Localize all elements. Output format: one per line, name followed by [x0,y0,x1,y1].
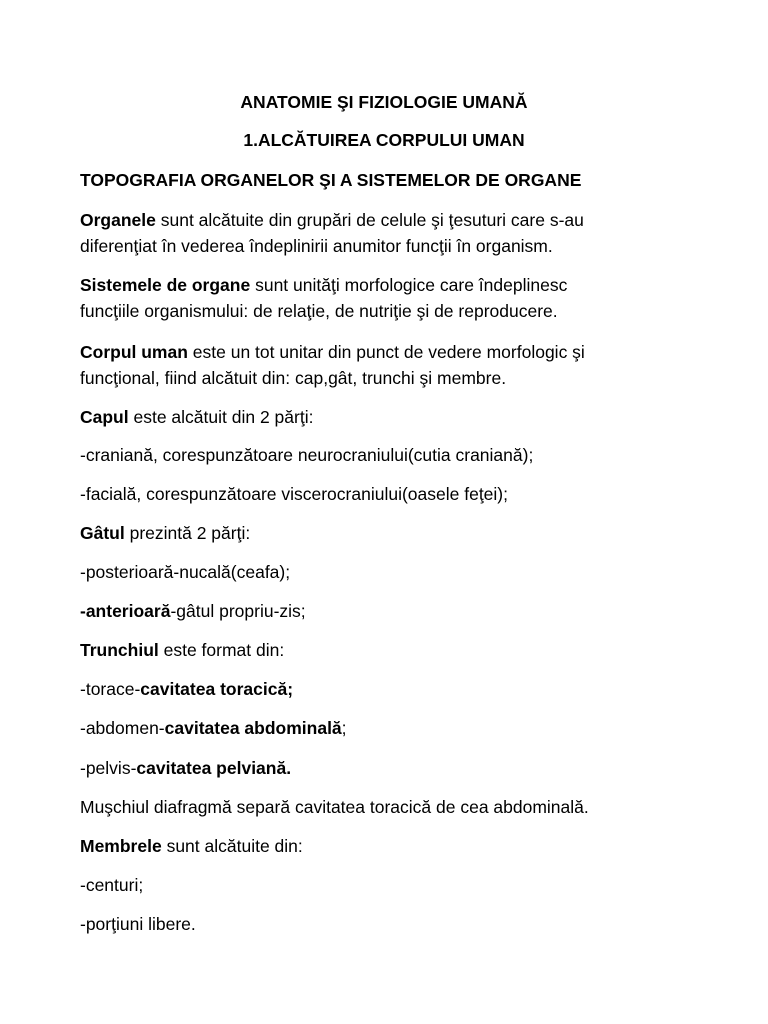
list-item-craniana: -craniană, corespunzătoare neurocraniului(cutia craniană); [80,445,534,465]
list-item-faciala: -facială, corespunzătoare viscerocraniului(oasele feţei); [80,484,508,504]
list-item-abdomen [80,715,347,741]
term-organele: Organele [80,210,156,230]
text-span: -abdomen- [80,718,165,738]
term-cavitatea-toracica: cavitatea toracică; [140,679,294,699]
paragraph-corpul-line1 [80,339,585,365]
paragraph-organele-line2: diferenţiat în vederea îndeplinirii anumitor funcţii în organism. [80,236,553,256]
text-span: este format din: [158,640,285,660]
term-corpul: Corpul uman [80,342,188,362]
text-span: este un tot unitar din punct de vedere morfologic şi [187,342,585,362]
term-gatul: Gâtul [80,523,125,543]
paragraph-sisteme-line1 [80,272,567,298]
list-item-torace [80,676,293,702]
paragraph-capul [80,404,313,430]
text-span: ; [341,718,347,738]
section-heading: TOPOGRAFIA ORGANELOR ŞI A SISTEMELOR DE ORGANE [80,170,582,190]
text-span: este alcătuit din 2 părţi: [128,407,314,427]
text-span: -gâtul propriu-zis; [170,601,306,621]
list-item-posterioara: -posterioară-nucală(ceafa); [80,562,291,582]
list-item-centuri: -centuri; [80,875,144,895]
term-sisteme: Sistemele de organe [80,275,251,295]
text-span: sunt alcătuite din grupări de celule şi ţesuturi care s-au [155,210,584,230]
text-span: prezintă 2 părţi: [124,523,251,543]
paragraph-muschiul: Muşchiul diafragmă separă cavitatea toracică de cea abdominală. [80,797,589,817]
term-anterioara: -anterioară [80,601,171,621]
text-span: -torace- [80,679,141,699]
paragraph-gatul [80,520,250,546]
paragraph-trunchiul [80,637,284,663]
list-item-pelvis [80,755,291,781]
text-span: -pelvis- [80,758,137,778]
list-item-anterioara [80,598,306,624]
term-membrele: Membrele [80,836,162,856]
paragraph-membrele [80,833,303,859]
paragraph-organele-line1 [80,207,584,233]
paragraph-corpul-line2: funcţional, fiind alcătuit din: cap,gât, trunchi şi membre. [80,368,507,388]
text-span: sunt unităţi morfologice care îndeplinesc [250,275,568,295]
term-cavitatea-abdominala: cavitatea abdominală [164,718,342,738]
chapter-heading: 1.ALCĂTUIREA CORPULUI UMAN [243,130,525,150]
text-span: sunt alcătuite din: [161,836,303,856]
list-item-portiuni-libere: -porţiuni libere. [80,914,196,934]
term-cavitatea-pelviana: cavitatea pelviană. [136,758,292,778]
term-trunchiul: Trunchiul [80,640,159,660]
document-title: ANATOMIE ŞI FIZIOLOGIE UMANĂ [240,92,528,112]
paragraph-sisteme-line2: funcţiile organismului: de relaţie, de nutriţie şi de reproducere. [80,301,558,321]
term-capul: Capul [80,407,129,427]
